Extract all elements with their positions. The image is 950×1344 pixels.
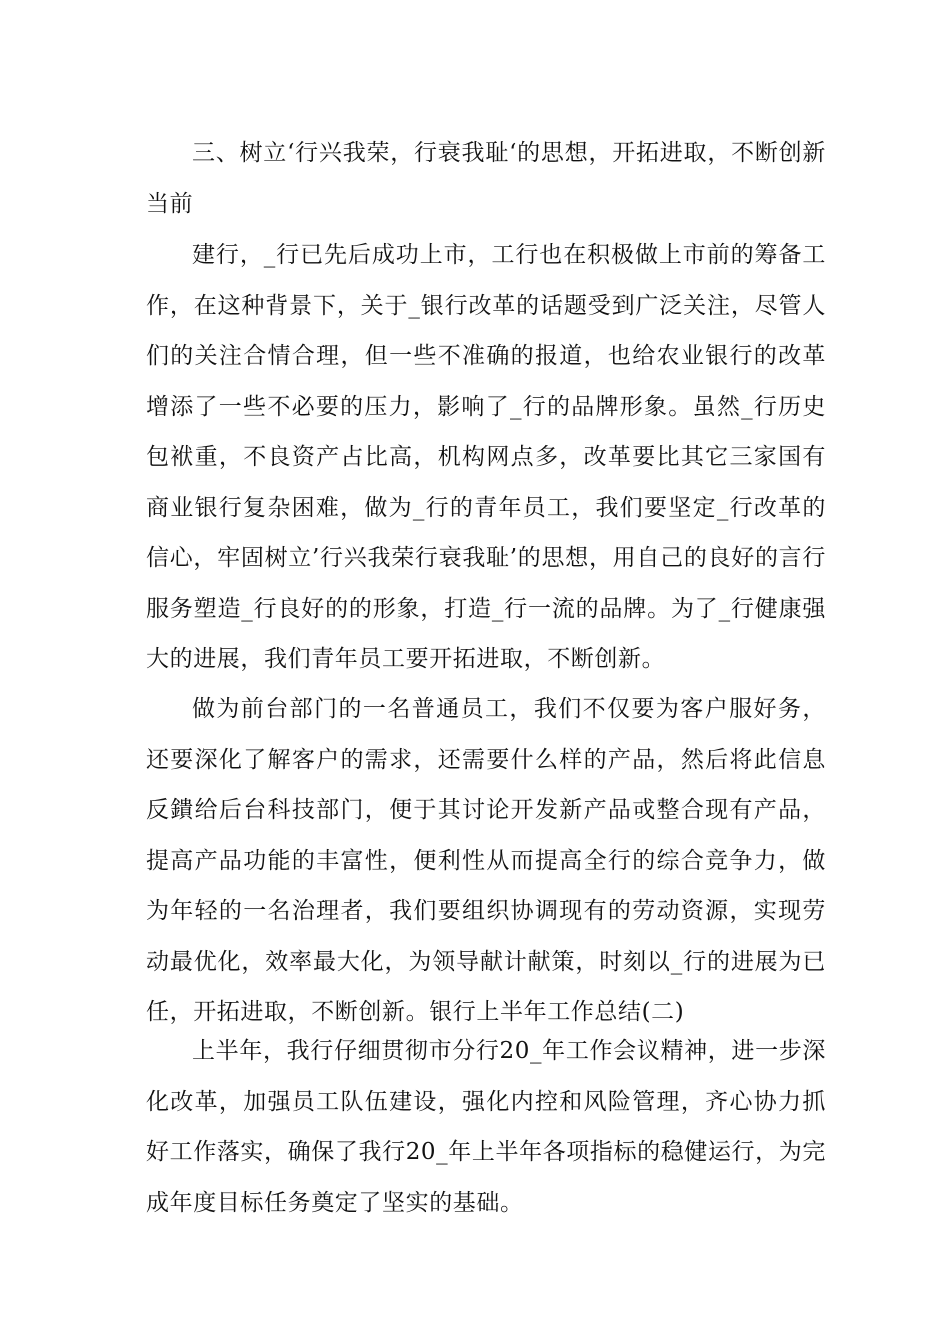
section-heading-block [146,128,826,229]
body-paragraph: 上半年，我行仔细贯彻市分行20_年工作会议精神，进一步深化改革，加强员工队伍建设，强化内控和风险管理，齐心协力抓好工作落实，确保了我行20_年上半年各项指标的稳健运行，为完成年度目标任务奠定了坚实的基础。 [146,1038,826,1216]
body-paragraph-block [146,230,826,685]
section-heading-paragraph: 三、树立‘行兴我荣，行衰我耻‘的思想，开拓进取，不断创新当前 [146,140,826,217]
body-paragraph-block [146,1026,826,1228]
body-paragraph-block [146,684,826,1038]
body-paragraph: 建行，_行已先后成功上市，工行也在积极做上市前的筹备工作，在这种背景下，关于_银行改革的话题受到广泛关注，尽管人们的关注合情合理，但一些不准确的报道，也给农业银行的改革增添了一些不必要的压力，影响了_行的品牌形象。虽然_行历史包袱重，不良资产占比高，机构网点多，改革要比其它三家国有商业银行复杂困难，做为_行的青年员工，我们要坚定_行改革的信心，牢固树立’行兴我荣行衰我耻’的思想，用自己的良好的言行服务塑造_行良好的的形象，打造_行一流的品牌。为了_行健康强大的进展，我们青年员工要开拓进取，不断创新。 [146,242,826,672]
body-paragraph: 做为前台部门的一名普通员工，我们不仅要为客户服好务，还要深化了解客户的需求，还需要什么样的产品，然后将此信息反鐀给后台科技部门，便于其讨论开发新产品戓整合现有产品，提高产品功能的丰富性，便利性从而提高全行的综合竞争力，做为年轻的一名治理者，我们要组织协调现有的劳动资源，实现劳动最优化，效率最大化，为领导献计献策，时刻以_行的进展为已任，开拓进取，不断创新。银行上半年工作总结(二) [146,696,826,1025]
